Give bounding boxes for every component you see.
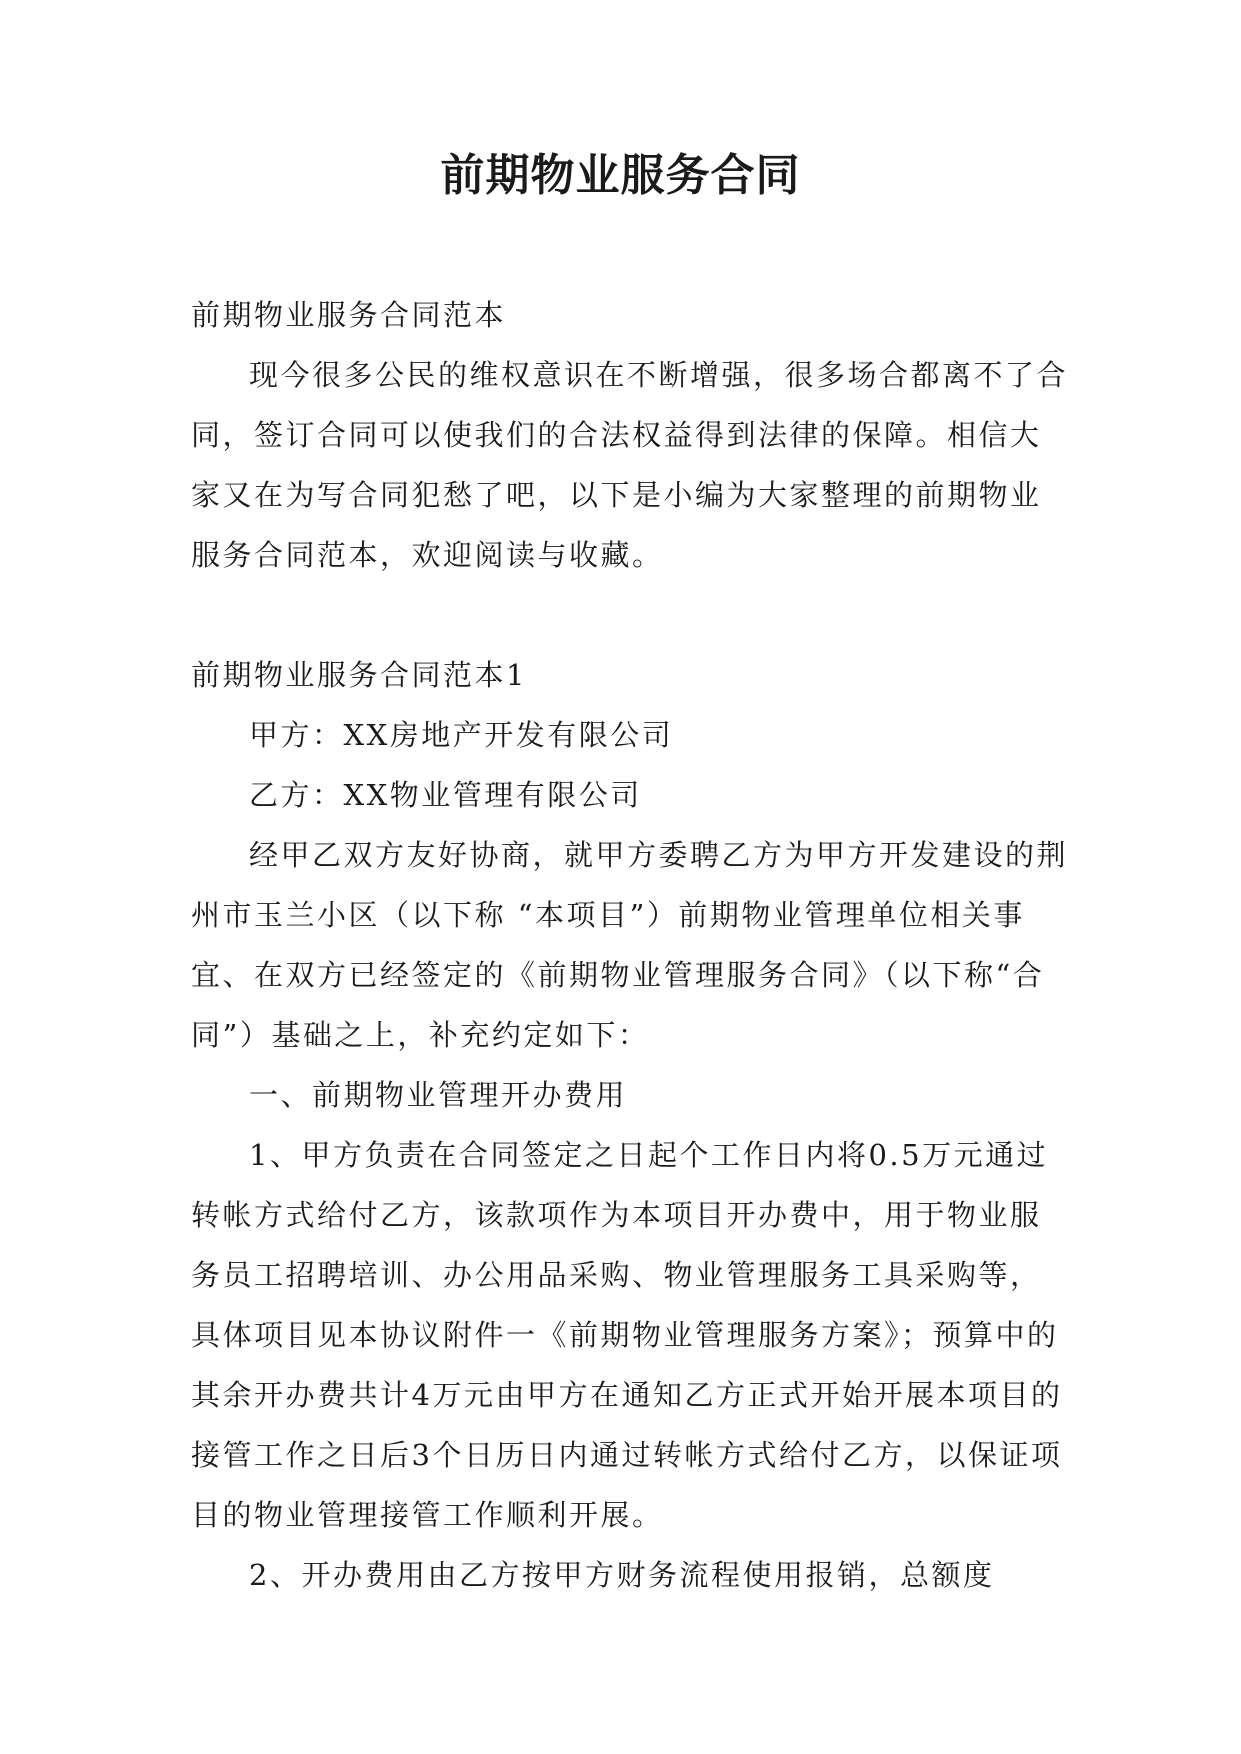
clause-1-1: 1、甲方负责在合同签定之日起个工作日内将0.5万元通过转帐方式给付乙方，该款项作为本项目开办费中，用于物业服务员工招聘培训、办公用品采购、物业管理服务工具采购等，具体项目见本协议附件一《前期物业管理服务方案》；预算中的其余开办费共计4万元由甲方在通知乙方正式开始开展本项目的接管工作之日后3个日历日内通过转帐方式给付乙方，以保证项目的物业管理接管工作顺利开展。: [191, 1138, 1063, 1532]
party-b-line: 乙方：XX物业管理有限公司: [249, 778, 642, 812]
section-heading-sample-1: 前期物业服务合同范本1: [191, 658, 527, 692]
document-body: [191, 285, 1071, 1605]
section-heading-intro: 前期物业服务合同范本: [191, 298, 507, 332]
clause-heading-1: 一、前期物业管理开办费用: [249, 1078, 628, 1112]
intro-paragraph: 现今很多公民的维权意识在不断增强，很多场合都离不了合同，签订合同可以使我们的合法权益得到法律的保障。相信大家又在为写合同犯愁了吧，以下是小编为大家整理的前期物业服务合同范本，欢迎阅读与收藏。: [191, 358, 1069, 572]
agreement-preamble: 经甲乙双方友好协商，就甲方委聘乙方为甲方开发建设的荆州市玉兰小区（以下称 “本项目”）前期物业管理单位相关事宜、在双方已经签定的《前期物业管理服务合同》（以下称“合同”）基础之上，补充约定如下：: [191, 838, 1069, 1052]
clause-1-2: 2、开办费用由乙方按甲方财务流程使用报销，总额度: [249, 1558, 995, 1592]
party-a-line: 甲方：XX房地产开发有限公司: [249, 718, 674, 752]
document-title: 前期物业服务合同: [440, 150, 801, 201]
